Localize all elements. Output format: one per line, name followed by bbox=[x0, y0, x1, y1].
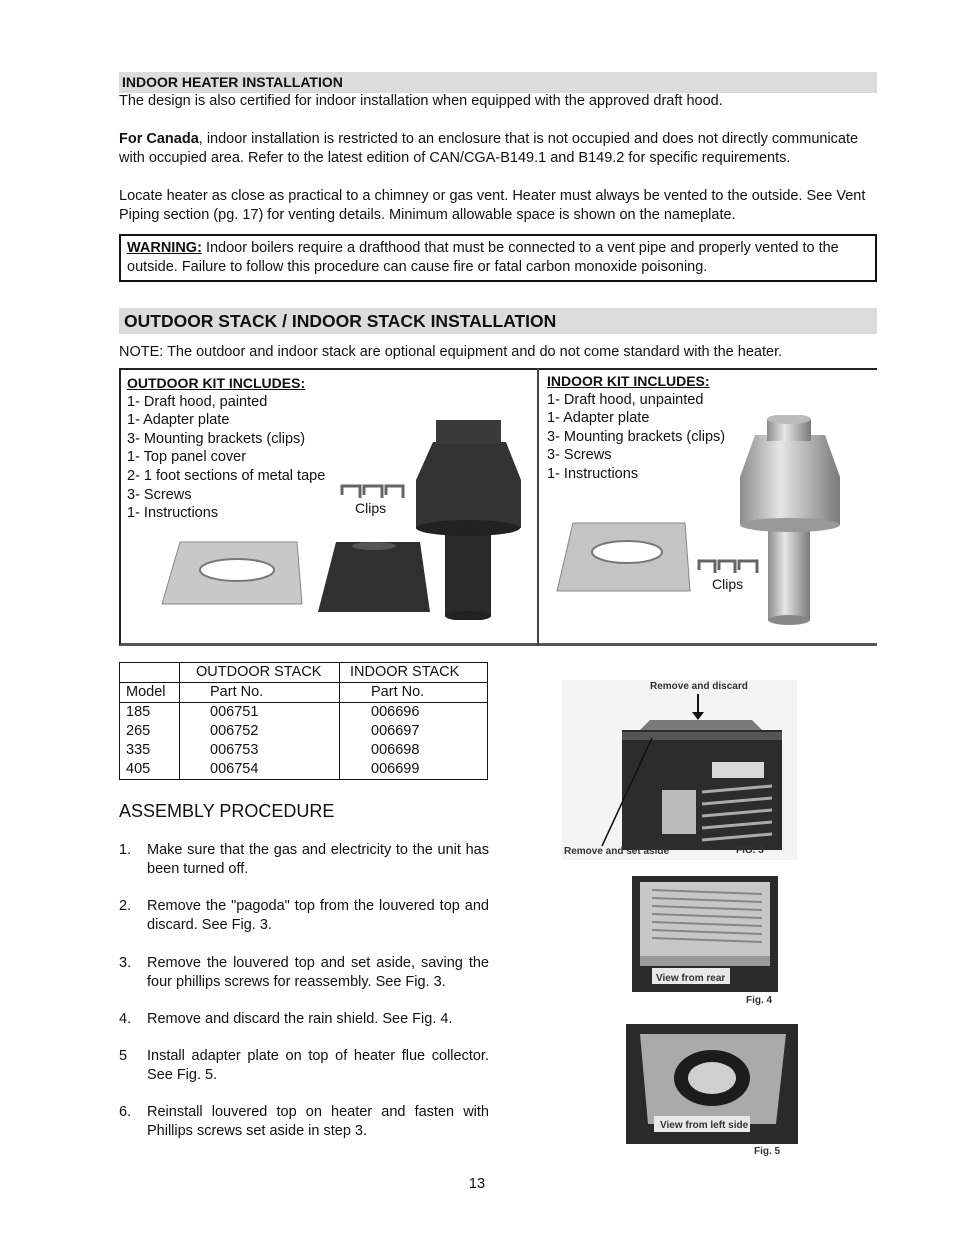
parts-table bbox=[119, 662, 488, 780]
model-column-header: Model bbox=[120, 683, 180, 703]
table-subheader-row bbox=[120, 683, 488, 703]
indoor-clips-label: Clips bbox=[712, 576, 744, 592]
step-number: 1. bbox=[119, 842, 132, 858]
assembly-step bbox=[119, 841, 489, 879]
indoor-paragraph-3: Locate heater as close as practical to a chimney or gas vent. Heater must always be vented to the outside. See Vent Piping section (pg. 17) for venting details. Minimum allowable space is shown on the nameplate. bbox=[119, 188, 866, 223]
indoor-part-header: Part No. bbox=[340, 683, 488, 703]
fig4-label: Fig. 4 bbox=[746, 995, 773, 1006]
warning-box bbox=[119, 234, 877, 282]
indoor-paragraph-1: The design is also certified for indoor installation when equipped with the approved draft hood. bbox=[119, 93, 723, 109]
kit-divider bbox=[537, 368, 539, 646]
outdoor-top-panel-image bbox=[318, 542, 430, 612]
indoor-kit-heading: INDOOR KIT INCLUDES: bbox=[547, 373, 710, 389]
step-text: Remove the louvered top and set aside, saving the four phillips screws for reassembly. See Fig. 3. bbox=[147, 955, 489, 990]
outdoor-kit-heading: OUTDOOR KIT INCLUDES: bbox=[127, 375, 306, 391]
canada-text: , indoor installation is restricted to an enclosure that is not occupied and does not directly communicate with occupied area. Refer to the latest edition of CAN/CGA-B149.1 and B149.2 for specific requirements. bbox=[119, 131, 859, 166]
step-number: 3. bbox=[119, 955, 132, 971]
list-item: 3- Mounting brackets (clips) bbox=[127, 430, 306, 447]
indoor-draft-hood-image bbox=[740, 415, 840, 625]
outdoor-stack-header: OUTDOOR STACK bbox=[180, 663, 340, 683]
list-item: 2- 1 foot sections of metal tape bbox=[127, 467, 326, 484]
step-number: 6. bbox=[119, 1104, 132, 1120]
outdoor-adapter-plate-image bbox=[162, 542, 302, 604]
outdoor-part-header: Part No. bbox=[180, 683, 340, 703]
fig4-view-caption: View from rear bbox=[656, 973, 726, 984]
table-row bbox=[120, 703, 488, 723]
stack-note: NOTE: The outdoor and indoor stack are optional equipment and do not come standard with the heater. bbox=[119, 344, 783, 360]
model-cell: 185 bbox=[120, 703, 180, 723]
stack-section-heading: OUTDOOR STACK / INDOOR STACK INSTALLATION bbox=[119, 308, 877, 334]
outdoor-part-cell: 006753 bbox=[180, 741, 340, 760]
warning-label: WARNING: bbox=[127, 240, 202, 256]
step-text: Remove and discard the rain shield. See Fig. 4. bbox=[147, 1011, 453, 1027]
outdoor-clips-image bbox=[342, 486, 403, 498]
list-item: 3- Screws bbox=[547, 447, 612, 464]
canada-label: For Canada bbox=[119, 131, 199, 147]
fig3-remove-aside-caption: Remove and set aside bbox=[564, 846, 670, 857]
outdoor-part-cell: 006751 bbox=[180, 703, 340, 723]
step-text: Install adapter plate on top of heater flue collector. See Fig. 5. bbox=[147, 1048, 489, 1083]
model-cell: 335 bbox=[120, 741, 180, 760]
fig5-view-caption: View from left side bbox=[660, 1120, 749, 1131]
step-text: Remove the "pagoda" top from the louvered top and discard. See Fig. 3. bbox=[147, 898, 489, 933]
list-item: 1- Draft hood, unpainted bbox=[547, 391, 704, 408]
step-text: Reinstall louvered top on heater and fasten with Phillips screws set aside in step 3. bbox=[147, 1104, 489, 1139]
list-item: 1- Adapter plate bbox=[127, 412, 230, 429]
indoor-stack-header: INDOOR STACK bbox=[340, 663, 488, 683]
list-item: 1- Draft hood, painted bbox=[127, 393, 268, 410]
indoor-adapter-plate-image bbox=[557, 523, 690, 591]
fig3-label: FIG. 3 bbox=[736, 845, 764, 856]
indoor-part-cell: 006697 bbox=[340, 722, 488, 741]
outdoor-clips-label: Clips bbox=[355, 500, 387, 516]
indoor-paragraph-2 bbox=[119, 130, 879, 168]
assembly-step bbox=[119, 897, 489, 935]
outdoor-draft-hood-image bbox=[416, 420, 521, 620]
assembly-heading: ASSEMBLY PROCEDURE bbox=[119, 801, 335, 821]
warning-text: Indoor boilers require a drafthood that must be connected to a vent pipe and properly vented to the outside. Failure to follow this procedure can cause fire or fatal carbon monoxide poisoning. bbox=[127, 240, 839, 275]
outdoor-kit-illustration bbox=[140, 420, 535, 620]
indoor-part-cell: 006696 bbox=[340, 703, 488, 723]
step-number: 2. bbox=[119, 898, 132, 914]
figure-3-image bbox=[562, 680, 797, 860]
assembly-step bbox=[119, 1047, 489, 1085]
table-header-row bbox=[120, 663, 488, 683]
indoor-part-cell: 006698 bbox=[340, 741, 488, 760]
model-cell: 405 bbox=[120, 760, 180, 780]
model-cell: 265 bbox=[120, 722, 180, 741]
indoor-section-heading: INDOOR HEATER INSTALLATION bbox=[119, 72, 877, 93]
outdoor-part-cell: 006752 bbox=[180, 722, 340, 741]
assembly-step bbox=[119, 1103, 489, 1141]
step-number: 4. bbox=[119, 1011, 132, 1027]
list-item: 1- Adapter plate bbox=[547, 410, 650, 427]
list-item: 1- Instructions bbox=[127, 505, 219, 522]
list-item: 1- Top panel cover bbox=[127, 449, 247, 466]
list-item: 3- Screws bbox=[127, 486, 192, 503]
list-item: 3- Mounting brackets (clips) bbox=[547, 428, 726, 445]
outdoor-part-cell: 006754 bbox=[180, 760, 340, 780]
indoor-clips-image bbox=[699, 561, 757, 573]
assembly-step bbox=[119, 1010, 489, 1029]
page-number: 13 bbox=[468, 1176, 486, 1192]
fig3-remove-discard-caption: Remove and discard bbox=[650, 681, 748, 692]
step-number: 5 bbox=[119, 1048, 128, 1064]
list-item: 1- Instructions bbox=[547, 465, 639, 482]
table-row bbox=[120, 722, 488, 741]
assembly-step bbox=[119, 954, 489, 992]
fig5-label: Fig. 5 bbox=[754, 1146, 781, 1157]
indoor-kit-illustration bbox=[555, 415, 875, 630]
table-row bbox=[120, 760, 488, 780]
step-text: Make sure that the gas and electricity to the unit has been turned off. bbox=[147, 842, 489, 877]
table-row bbox=[120, 741, 488, 760]
indoor-part-cell: 006699 bbox=[340, 760, 488, 780]
